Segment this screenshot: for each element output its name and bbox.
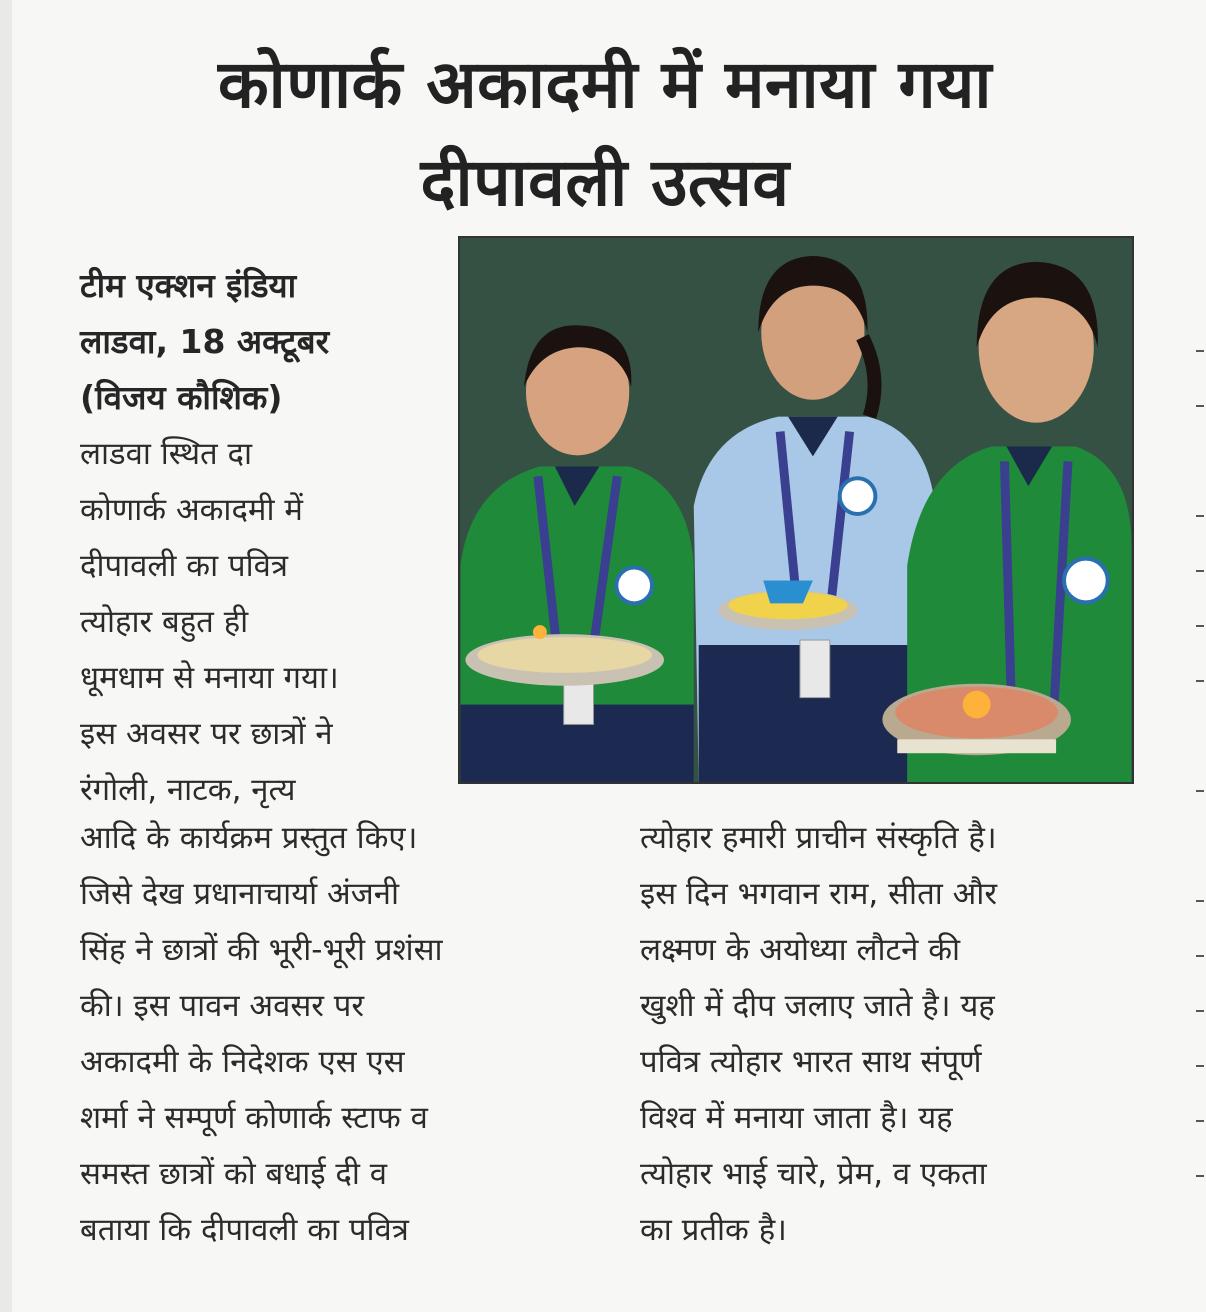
body-line: इस अवसर पर छात्रों ने [80, 716, 333, 752]
page-margin-strip [0, 0, 12, 1312]
edge-mark [1196, 1175, 1204, 1177]
body-line: जिसे देख प्रधानाचार्या अंजनी [80, 876, 399, 912]
headline [60, 36, 1150, 232]
edge-mark [1196, 1065, 1204, 1067]
body-line: रंगोली, नाटक, नृत्य [80, 772, 296, 808]
edge-mark [1196, 680, 1204, 682]
edge-mark [1196, 515, 1204, 517]
edge-mark [1196, 1010, 1204, 1012]
students-photo-illustration [460, 238, 1132, 782]
body-line: बताया कि दीपावली का पवित्र [80, 1212, 409, 1248]
body-line: सिंह ने छात्रों की भूरी-भूरी प्रशंसा [80, 932, 443, 968]
body-line: इस दिन भगवान राम, सीता और [640, 876, 998, 912]
body-line: की। इस पावन अवसर पर [80, 988, 365, 1024]
edge-mark [1196, 900, 1204, 902]
headline-line-2: दीपावली उत्सव [420, 144, 790, 221]
edge-mark [1196, 570, 1204, 572]
body-line: अकादमी के निदेशक एस एस [80, 1044, 405, 1080]
edge-mark [1196, 955, 1204, 957]
body-line: लक्ष्मण के अयोध्या लौटने की [640, 932, 961, 968]
edge-mark [1196, 405, 1204, 407]
body-column-left-bottom [80, 810, 600, 1258]
news-photo [458, 236, 1134, 784]
body-line: लाडवा स्थित दा [80, 436, 253, 472]
body-line: पवित्र त्योहार भारत साथ संपूर्ण [640, 1044, 982, 1080]
body-line: कोणार्क अकादमी में [80, 492, 303, 528]
edge-mark [1196, 350, 1204, 352]
headline-line-1: कोणार्क अकादमी में मनाया गया [217, 46, 993, 123]
body-line: धूमधाम से मनाया गया। [80, 660, 339, 696]
edge-mark [1196, 1120, 1204, 1122]
body-line: दीपावली का पवित्र [80, 548, 288, 584]
body-column-right [640, 810, 1160, 1258]
body-line: त्योहार हमारी प्राचीन संस्कृति है। [640, 820, 997, 856]
body-column-left-top [80, 426, 440, 818]
body-line: त्योहार बहुत ही [80, 604, 249, 640]
body-line: विश्व में मनाया जाता है। यह [640, 1100, 953, 1136]
body-line: खुशी में दीप जलाए जाते है। यह [640, 988, 995, 1024]
byline-dateline: लाडवा, 18 अक्टूबर [80, 322, 330, 361]
body-line: समस्त छात्रों को बधाई दी व [80, 1156, 387, 1192]
byline-agency: टीम एक्शन इंडिया [80, 266, 297, 305]
body-line: त्योहार भाई चारे, प्रेम, व एकता [640, 1156, 987, 1192]
byline [80, 258, 430, 426]
edge-mark [1196, 625, 1204, 627]
edge-mark [1196, 790, 1204, 792]
body-line: आदि के कार्यक्रम प्रस्तुत किए। [80, 820, 418, 856]
byline-reporter: (विजय कौशिक) [80, 378, 283, 417]
adjacent-column-edge [1196, 330, 1206, 1230]
body-line: का प्रतीक है। [640, 1212, 787, 1248]
body-line: शर्मा ने सम्पूर्ण कोणार्क स्टाफ व [80, 1100, 428, 1136]
